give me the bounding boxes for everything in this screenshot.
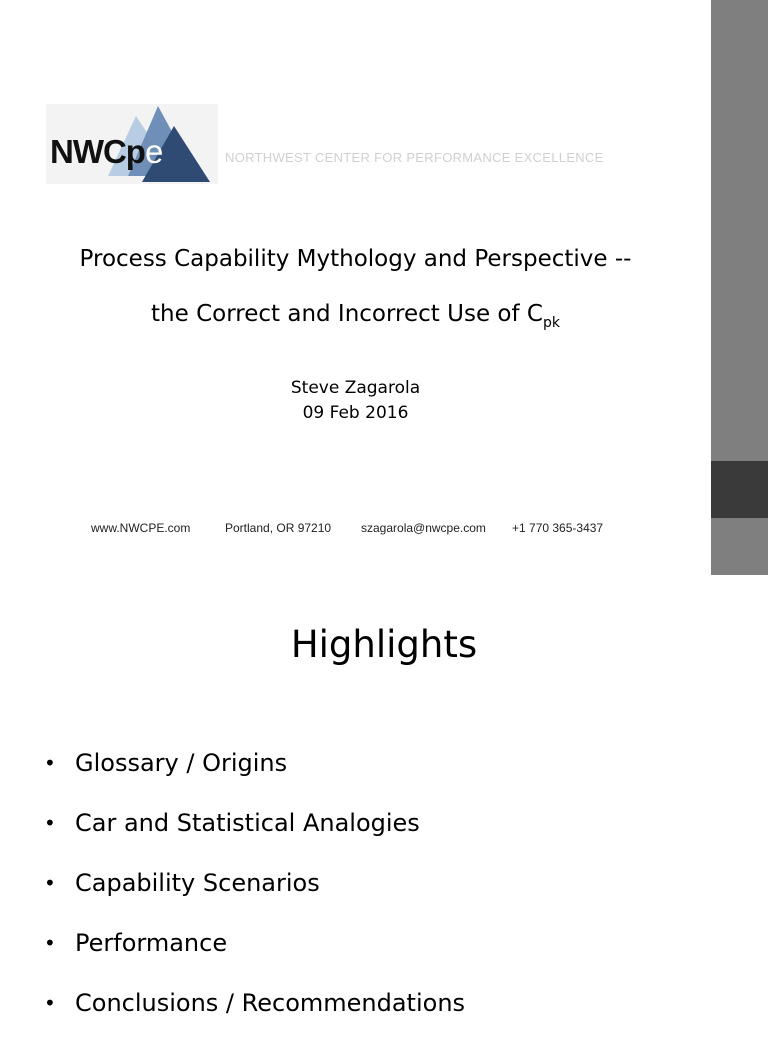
logo-tagline: NORTHWEST CENTER FOR PERFORMANCE EXCELLENCE [225,150,604,165]
logo-wordmark [50,132,162,172]
list-item-text: Glossary / Origins [75,749,288,777]
list-item-text: Performance [75,929,228,957]
bullet-icon: • [44,931,56,955]
author-name: Steve Zagarola [290,378,421,398]
presentation-date: 09 Feb 2016 [302,403,409,423]
slide-sidebar-block [711,461,768,518]
bullet-icon: • [44,751,56,775]
list-item-text: Capability Scenarios [75,869,320,897]
bullet-icon: • [44,871,56,895]
logo-wordmark-main: NWCp [50,133,145,170]
list-item-text: Car and Statistical Analogies [75,809,420,837]
slide-title-line-1: Process Capability Mythology and Perspective -- [79,246,632,272]
list-item-text: Conclusions / Recommendations [75,989,466,1017]
slide-title-line-2-text: the Correct and Incorrect Use of C [151,301,543,327]
nwcpe-logo [46,104,218,184]
contact-phone: +1 770 365-3437 [512,521,604,535]
contact-website: www.NWCPE.com [91,521,191,535]
bullet-icon: • [44,811,56,835]
slide-title-line-2 [0,301,711,331]
highlights-slide [0,575,768,1024]
contact-email: szagarola@nwcpe.com [361,521,486,535]
cpk-subscript: pk [542,315,560,331]
logo-wordmark-e: e [144,133,163,170]
bullet-icon: • [44,991,56,1015]
highlights-heading: Highlights [290,623,478,666]
contact-location: Portland, OR 97210 [225,521,332,535]
